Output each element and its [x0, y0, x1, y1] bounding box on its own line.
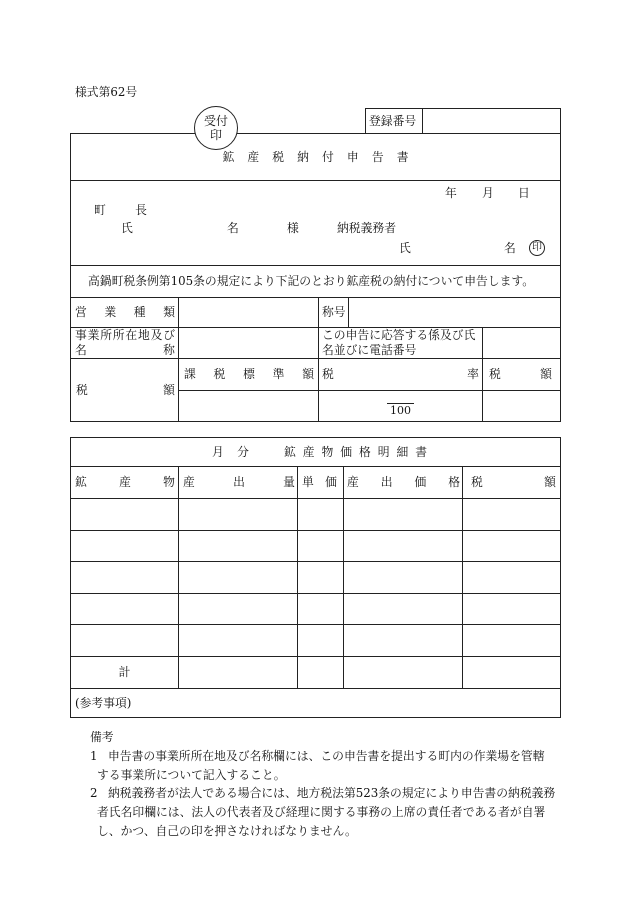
addressee-honorific: 様 [287, 221, 299, 235]
registration-number-box [365, 108, 561, 133]
detail-title: 鉱 産 物 価 格 明 細 書 [284, 445, 427, 459]
tax-base-field [178, 390, 318, 421]
detail-month-label: 月 分 [212, 445, 249, 459]
remarks-label: (参考事項) [71, 688, 560, 717]
tax-amount-section-label [71, 358, 178, 421]
addressee-name-label-right: 名 [227, 221, 239, 235]
column-header-unit-price: 単 価 [297, 466, 343, 498]
note-number: 2 [90, 786, 98, 801]
output-quantity-cell [178, 624, 297, 656]
column-header-mineral: 鉱 産 物 [71, 466, 178, 498]
unit-price-cell [297, 593, 343, 624]
contact-person-field [482, 327, 560, 358]
unit-price-cell [297, 561, 343, 593]
receipt-stamp-text: 受付 [203, 114, 228, 128]
tax-base-header: 課 税 標 準 額 [178, 358, 318, 390]
taxpayer-name-label-right: 名 [504, 241, 516, 255]
declaration-title: 鉱 産 税 納 付 申 告 書 [222, 150, 409, 164]
tax-amount-cell [462, 593, 560, 624]
output-quantity-cell [178, 561, 297, 593]
output-value-cell [343, 530, 462, 561]
total-label: 計 [71, 656, 178, 688]
note-text: 者氏名印欄には、法人の代表者及び経理に関する事務の上席の責任者である者が自署 [97, 805, 546, 820]
note-text: 申告書の事業所所在地及び名称欄には、この申告書を提出する町内の作業場を管轄 [108, 748, 545, 763]
tax-amount-field [482, 390, 560, 421]
registration-number-label: 登録番号 [369, 114, 417, 128]
total-output-quantity-cell [178, 656, 297, 688]
output-value-cell [343, 624, 462, 656]
mineral-cell [71, 561, 178, 593]
note-text: 納税義務者が法人である場合には、地方税法第523条の規定により申告書の納税義務 [108, 786, 556, 801]
detail-title-row [71, 438, 560, 466]
output-value-cell [343, 498, 462, 530]
notes-heading: 備考 [90, 730, 114, 744]
unit-price-cell [297, 624, 343, 656]
tax-amount-cell [462, 561, 560, 593]
form-number: 様式第62号 [75, 85, 138, 99]
mineral-price-detail-table [70, 437, 561, 718]
mineral-cell [71, 624, 178, 656]
unit-price-cell [297, 530, 343, 561]
output-quantity-cell [178, 530, 297, 561]
office-location-label-line1: 事業所所在地及び [75, 328, 175, 342]
mineral-cell [71, 593, 178, 624]
tax-rate-field [318, 390, 482, 421]
tax-amount-cell [462, 498, 560, 530]
mineral-cell [71, 530, 178, 561]
note-text: する事業所について記入すること。 [97, 767, 286, 782]
office-location-field [178, 327, 318, 358]
date-month-label: 月 [482, 186, 494, 200]
receipt-stamp-icon [194, 106, 238, 150]
tax-declaration-table [70, 133, 561, 422]
total-unit-price-cell [297, 656, 343, 688]
note-item-1 [90, 747, 555, 766]
column-header-output-quantity: 産 出 量 [178, 466, 297, 498]
contact-person-label-line1: この申告に応答する係及び氏 [322, 328, 476, 342]
output-value-cell [343, 593, 462, 624]
column-header-tax-amount: 税 額 [462, 466, 560, 498]
declaration-statement: 高鍋町税条例第105条の規定により下記のとおり鉱産税の納付について申告します。 [71, 265, 560, 297]
unit-price-cell [297, 498, 343, 530]
date-day-label: 日 [518, 186, 530, 200]
contact-person-label-line2: 名並びに電話番号 [322, 343, 417, 357]
date-year-label: 年 [445, 186, 457, 200]
total-tax-amount-cell [462, 656, 560, 688]
tax-rate-header: 税 率 [318, 358, 482, 390]
note-item-2 [90, 784, 555, 803]
tax-rate-denominator: 100 [387, 403, 414, 417]
date-and-names-row [71, 180, 560, 265]
taxpayer-label: 納税義務者 [337, 221, 396, 235]
receipt-stamp-seal-text: 印 [209, 128, 222, 142]
tax-amount-header: 税 額 [482, 358, 560, 390]
addressee-town-mayor-label: 町 長 [94, 203, 147, 217]
registration-number-field [422, 109, 560, 133]
output-quantity-cell [178, 498, 297, 530]
office-location-label [71, 327, 178, 358]
addressee-name-label-left: 氏 [121, 221, 133, 235]
note-number: 1 [90, 748, 98, 763]
trade-name-label: 称号 [318, 297, 348, 327]
tax-amount-cell [462, 624, 560, 656]
contact-person-label [318, 327, 482, 358]
total-output-value-cell [343, 656, 462, 688]
tax-amount-cell [462, 530, 560, 561]
column-header-output-value: 産 出 価 格 [343, 466, 462, 498]
business-type-field [178, 297, 318, 327]
seal-mark-icon: 印 [529, 240, 545, 256]
trade-name-field [348, 297, 560, 327]
declaration-title-row [71, 134, 560, 180]
tax-amount-section-label-text: 税 額 [76, 383, 175, 397]
notes-section [90, 728, 555, 841]
output-quantity-cell [178, 593, 297, 624]
office-location-label-line2: 名 称 [75, 343, 175, 357]
taxpayer-name-label-left: 氏 [399, 241, 411, 255]
note-text: し、かつ、自己の印を押さなければなりません。 [97, 823, 357, 838]
business-type-label: 営 業 種 類 [71, 297, 178, 327]
mineral-cell [71, 498, 178, 530]
output-value-cell [343, 561, 462, 593]
